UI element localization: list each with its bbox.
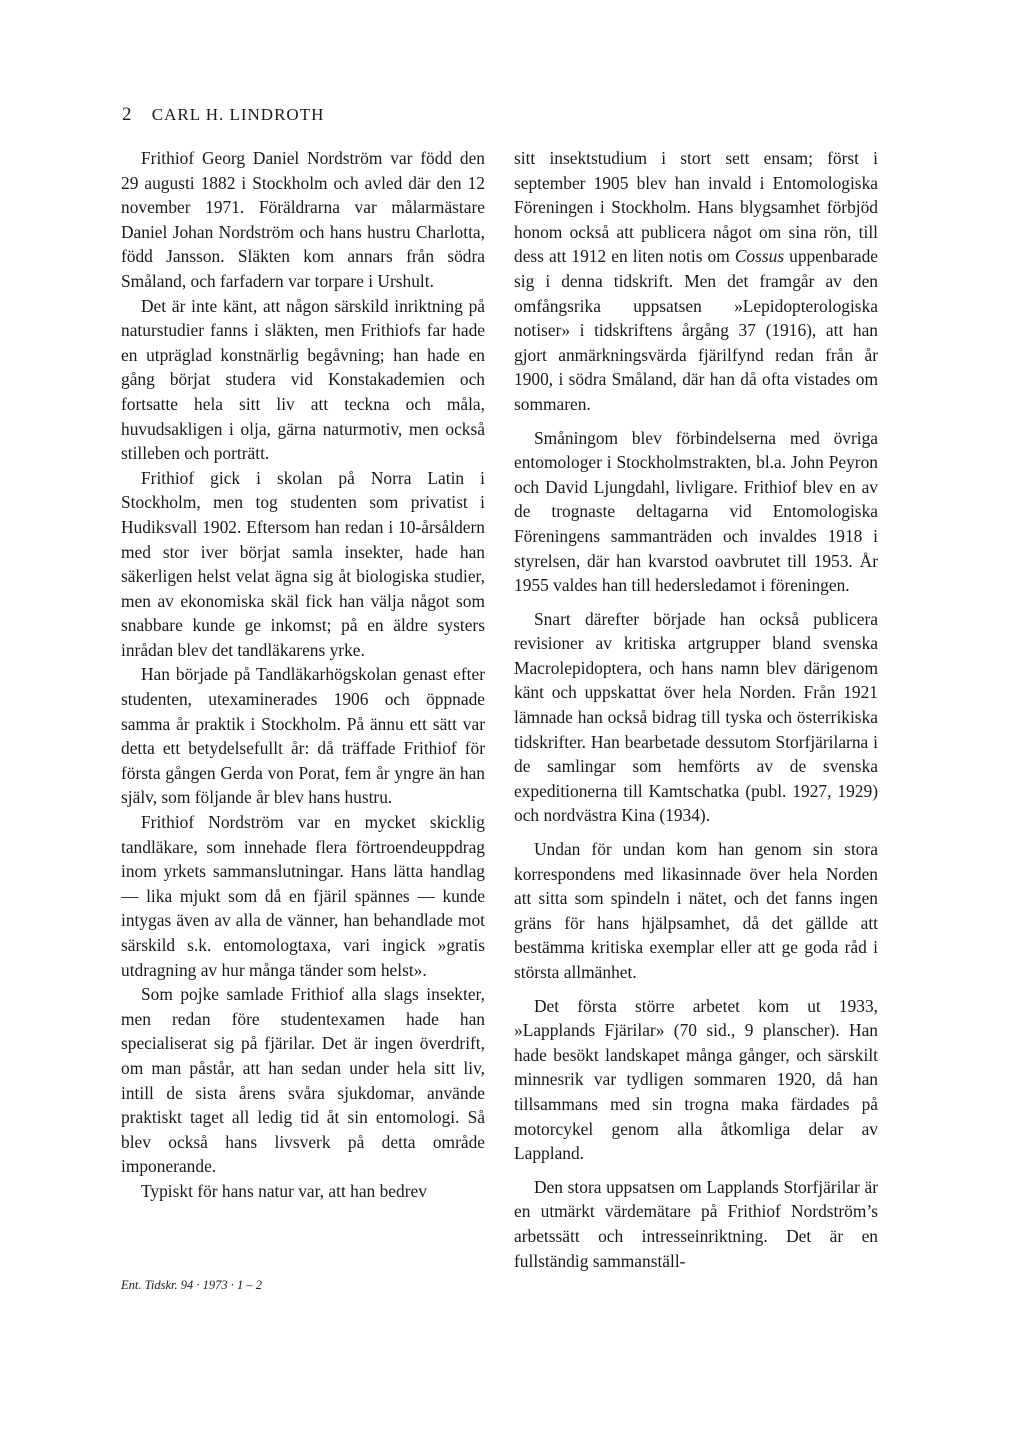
page-number: 2 xyxy=(122,104,133,125)
author-name: CARL H. LINDROTH xyxy=(151,105,325,124)
journal-citation: Ent. Tidskr. 94 · 1973 · 1 – 2 xyxy=(121,1278,262,1292)
paragraph: Som pojke samlade Frithiof alla slags insekter, men redan före studentexamen hade han specialiserat sig på fjärilar. Det är ingen överdrift, om man påstår, att han sedan under hela sitt liv, intill de sista årens svåra sjukdomar, använde praktiskt taget all ledig tid åt sin entomologi. Så blev också hans livsverk på detta område imponerande. xyxy=(121,984,485,1177)
paragraph: Det är inte känt, att någon särskild inriktning på naturstudier fanns i släkten, men Frithiofs far hade en utpräglad konstnärlig begåvning; han hade en gång börjat studera vid Konstakademien och fortsatte hela sitt liv att teckna och måla, huvudsakligen i olja, gärna naturmotiv, men också stilleben och porträtt. xyxy=(121,295,485,464)
paragraph: Han började på Tandläkarhögskolan genast efter studenten, utexaminerades 1906 och öppnade samma år praktik i Stockholm. På ännu ett sätt var detta ett betydelsefullt år: då träffade Frithiof för första gången Gerda von Porat, fem år yngre än han själv, som följande år blev hans hustru. xyxy=(121,664,485,808)
running-head xyxy=(122,104,324,126)
paragraph: Frithiof Nordström var en mycket skicklig tandläkare, som innehade flera förtroendeuppdrag inom yrkets sammanslutningar. Hans lätta handlag — lika mjukt som då en fjäril spännes — kunde intygas även av alla de vänner, han behandlade mot särskild s.k. entomologtaxa, vari ingick »gratis utdragning av hur många tänder som helst». xyxy=(121,812,485,980)
paragraph xyxy=(514,146,878,417)
paragraph: Den stora uppsatsen om Lapplands Storfjärilar är en utmärkt värdemätare på Frithiof Nordström’s arbetssätt och intresseinriktning. Det är en fullständig sammanställ- xyxy=(514,1176,878,1271)
paragraph: Snart därefter började han också publicera revisioner av kritiska artgrupper bland svenska Macrolepidoptera, och hans namn blev därigenom känt och uppskattat över hela Norden. Från 1921 lämnade han också bidrag till tyska och österrikiska tidskrifter. Han bearbetade dessutom Storfjärilarna i de samlingar som hemförts av de svenska expeditionerna till Kamtschatka (publ. 1927, 1929) och nordvästra Kina (1934). xyxy=(514,608,878,826)
right-column xyxy=(514,146,878,1273)
paragraph: Undan för undan kom han genom sin stora korrespondens med likasinnade över hela Norden att sitta som spindeln i nätet, och det fanns ingen gräns för hans hjälpsamhet, då det gällde att bestämma kritiska exemplar eller att ge goda råd i största allmänhet. xyxy=(514,839,878,982)
paragraph: Frithiof Georg Daniel Nordström var född den 29 augusti 1882 i Stockholm och avled där den 12 november 1971. Föräldrarna var målarmästare Daniel Johan Nordström och hans hustru Charlotta, född Jansson. Släkten kom annars från södra Småland, och farfadern var torpare i Urshult. xyxy=(121,148,485,291)
paragraph: Typiskt för hans natur var, att han bedrev xyxy=(141,1180,427,1201)
paragraph: Småningom blev förbindelserna med övriga entomologer i Stockholmstrakten, bl.a. John Peyron och David Ljungdahl, livligare. Frithiof blev en av de trognaste deltagarna vid Entomologiska Föreningens sammanträden och invaldes 1918 i styrelsen, där han kvarstod oavbrutet till 1953. År 1955 valdes han till hedersledamot i föreningen. xyxy=(514,427,878,596)
species-name: Cossus xyxy=(734,246,785,267)
paragraph-text: sitt insektstudium i stort sett ensam; först i september 1905 blev han invald i Entomologiska Föreningen i Stockholm. Hans blygsamhet förbjöd honom också att publicera något om sina rön, till dess att 1912 en liten notis om xyxy=(514,148,878,267)
left-column xyxy=(121,146,485,1204)
paragraph: Det första större arbetet kom ut 1933, »Lapplands Fjärilar» (70 sid., 9 planscher). Han hade besökt landskapet många gånger, och särskilt minnesrik var tydligen sommaren 1920, då han tillsammans med sin trogna maka färdades på motorcykel genom alla åtkomliga delar av Lappland. xyxy=(514,995,878,1164)
paragraph-text: uppenbarade sig i denna tidskrift. Men det framgår av den omfångsrika uppsatsen »Lepidopterologiska notiser» i tidskriftens årgång 37 (1916), att han gjort anmärkningsvärda fjärilfynd redan från år 1900, i södra Småland, där han då ofta vistades om sommaren. xyxy=(514,246,878,414)
paragraph: Frithiof gick i skolan på Norra Latin i Stockholm, men tog studenten som privatist i Hudiksvall 1902. Eftersom han redan i 10-årsåldern med stor iver börjat samla insekter, hade han säkerligen helst velat ägna sig åt biologiska studier, men av ekonomiska skäl fick han välja något som snabbare kunde ge inkomst; på en äldre systers inrådan blev det tandläkarens yrke. xyxy=(121,467,485,660)
